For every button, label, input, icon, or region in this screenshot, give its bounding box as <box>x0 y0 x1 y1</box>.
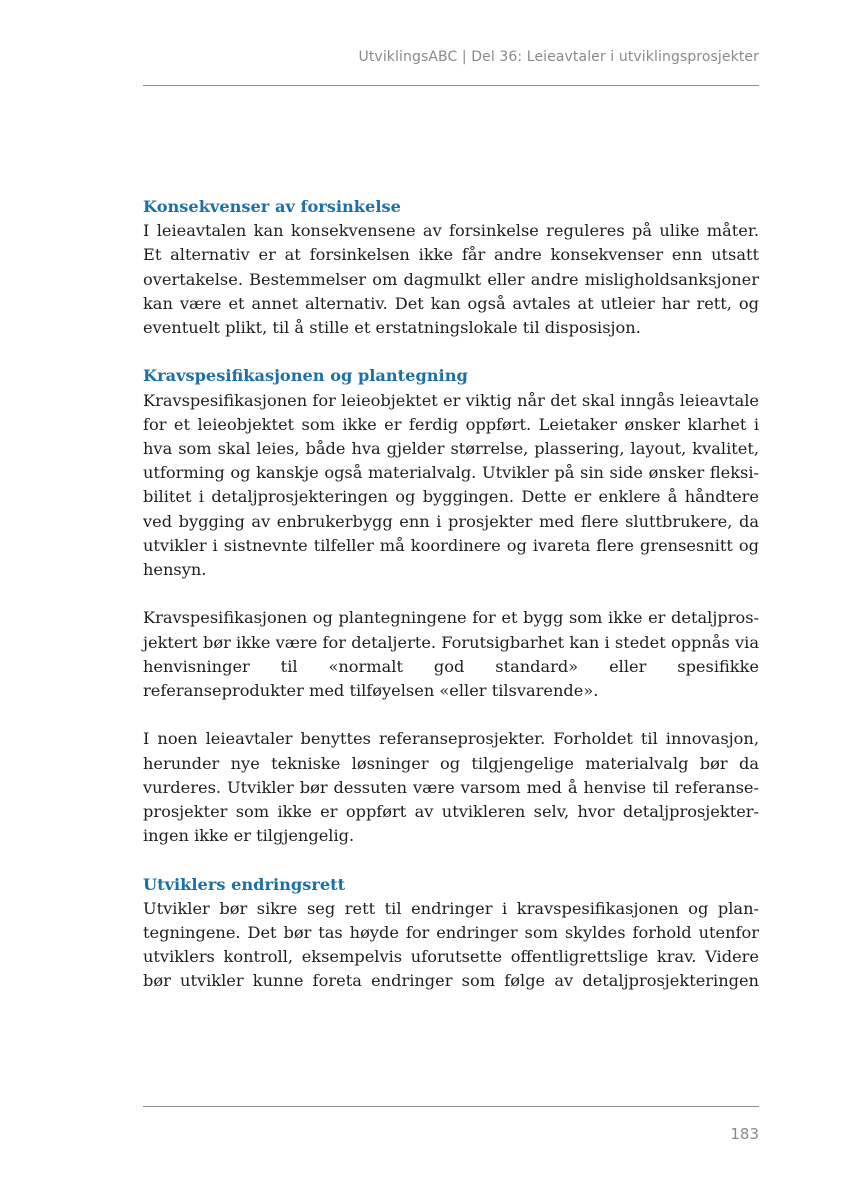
paragraph: I leieavtalen kan konsekvensene av forsinkelse reguleres på ulike måter. Et alternativ er at forsinkelsen ikke får andre konsekvenser enn utsatt overtakelse. Bestemmelser om dagmulkt eller andre misligholdsanksjoner kan være et annet alternativ. Det kan også avtales at utleier har rett, og eventuelt plikt, til å stille et erstatningslokale til disposisjon. <box>143 221 759 338</box>
body-text <box>143 195 759 994</box>
paragraph: Utvikler bør sikre seg rett til endringer i kravspesifikasjonen og plantegningene. Det bør tas høyde for endringer som skyldes forhold utenfor utviklers kontroll, eksempelvis uforutsette offentligrettslige krav. Videre bør utvikler kunne foreta endringer som følge av detaljprosjekteringen <box>143 898 759 991</box>
section-heading-endringsrett: Utviklers endringsrett <box>143 874 346 894</box>
paragraph: I noen leieavtaler benyttes referanseprosjekter. Forholdet til innovasjon, herunder nye tekniske løsninger og tilgjengelige materialvalg bør da vurderes. Utvikler bør dessuten være varsom med å henvise til referanseprosjekter som ikke er oppført av utvikleren selv, hvor detaljprosjekteringen ikke er tilgjengelig. <box>143 729 759 846</box>
section-heading-kravspesifikasjon: Kravspesifikasjonen og plantegning <box>143 366 468 386</box>
paragraph: Kravspesifikasjonen for leieobjektet er viktig når det skal inngås leieavtale for et leieobjektet som ikke er ferdig oppført. Leietaker ønsker klarhet i hva som skal leies, både hva gjelder størrelse, plassering, layout, kvalitet, utforming og kanskje også materialvalg. Utvikler på sin side ønsker fleksibilitet i detaljprosjekteringen og byggingen. Dette er enklere å håndtere ved bygging av enbrukerbygg enn i prosjekter med flere sluttbrukere, da utvikler i sistnevnte tilfeller må koordinere og ivareta flere grensesnitt og hensyn. <box>143 390 759 580</box>
header-rule <box>143 85 759 86</box>
page-number: 183 <box>730 1125 759 1143</box>
running-header: UtviklingsABC | Del 36: Leieavtaler i utviklingsprosjekter <box>358 49 759 65</box>
paragraph: Kravspesifikasjonen og plantegningene for et bygg som ikke er detaljprosjektert bør ikke være for detaljerte. Forutsigbarhet kan i stedet oppnås via henvisninger til «normalt god standard» eller spesifikke referanseprodukter med tilføyelsen «eller tilsvarende». <box>143 608 759 701</box>
footer-rule <box>143 1106 759 1107</box>
section-heading-forsinkelse: Konsekvenser av forsinkelse <box>143 197 401 216</box>
